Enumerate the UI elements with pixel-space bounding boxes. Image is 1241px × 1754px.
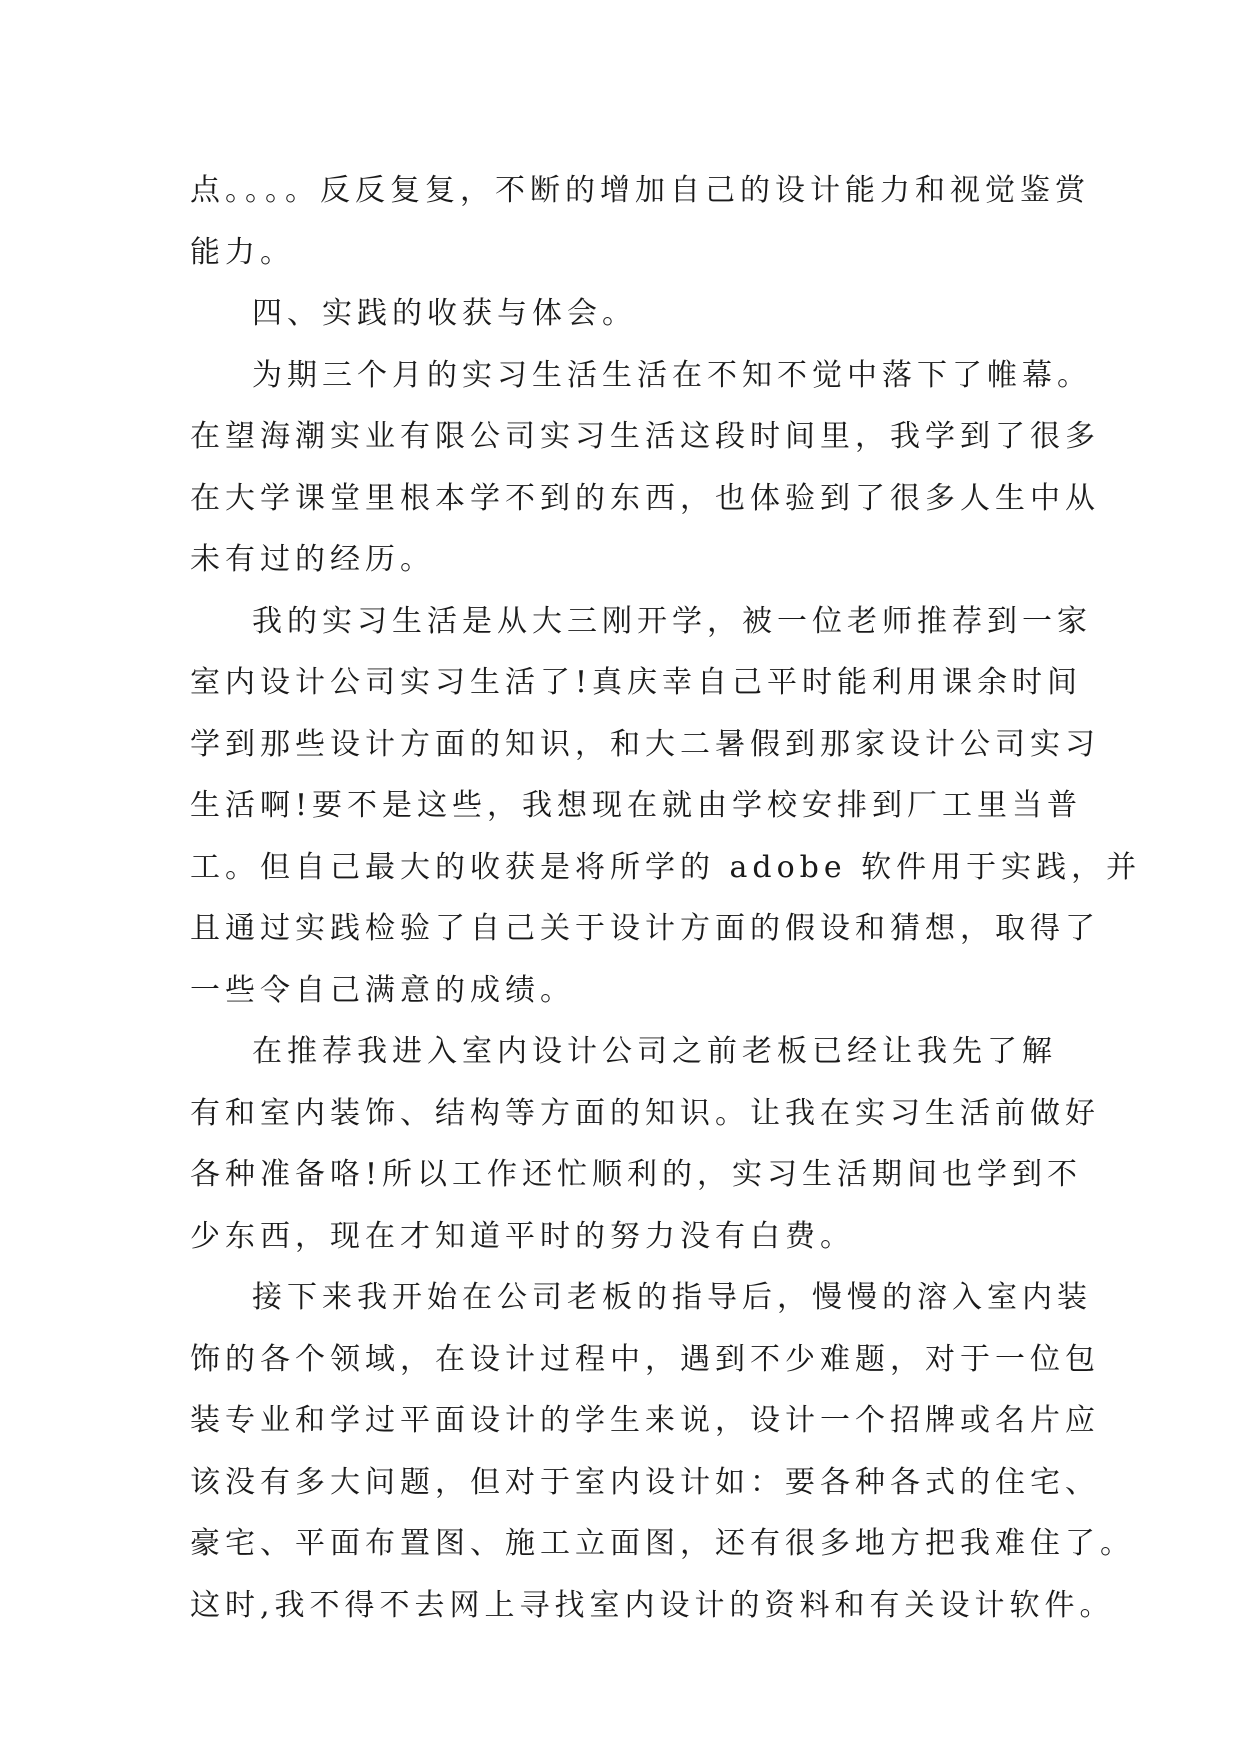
text-line: 学到那些设计方面的知识，和大二暑假到那家设计公司实习 [190, 726, 1100, 762]
text-line: 饰的各个领域，在设计过程中，遇到不少难题，对于一位包 [190, 1341, 1100, 1377]
text-line: 在望海潮实业有限公司实习生活这段时间里，我学到了很多 [190, 419, 1100, 454]
text-line: 这时,我不得不去网上寻找室内设计的资料和有关设计软件。 [190, 1587, 1115, 1623]
paragraph-start: 我的实习生活是从大三刚开学，被一位老师推荐到一家 [252, 603, 1092, 639]
text-line: 生活啊!要不是这些，我想现在就由学校安排到厂工里当普 [190, 788, 1083, 823]
text-line: 一些令自己满意的成绩。 [190, 972, 575, 1008]
paragraph-start: 接下来我开始在公司老板的指导后，慢慢的溶入室内装 [252, 1280, 1092, 1315]
text-line: 该没有多大问题，但对于室内设计如：要各种各式的住宅、 [190, 1464, 1100, 1500]
text-line: 且通过实践检验了自己关于设计方面的假设和猜想，取得了 [190, 911, 1100, 946]
text-line: 装专业和学过平面设计的学生来说，设计一个招牌或名片应 [190, 1403, 1100, 1438]
text-line: 有和室内装饰、结构等方面的知识。让我在实习生活前做好 [190, 1095, 1100, 1131]
body-text [190, 160, 1142, 1636]
text-line: 未有过的经历。 [190, 542, 435, 577]
section-heading: 四、实践的收获与体会。 [252, 296, 637, 331]
text-line: 能力。 [190, 234, 295, 270]
text-line: 豪宅、平面布置图、施工立面图，还有很多地方把我难住了。 [190, 1526, 1135, 1561]
text-line: 工。但自己最大的收获是将所学的 adobe 软件用于实践，并 [190, 849, 1142, 885]
text-line: 室内设计公司实习生活了!真庆幸自己平时能利用课余时间 [190, 665, 1083, 700]
paragraph-start: 在推荐我进入室内设计公司之前老板已经让我先了解 [252, 1034, 1057, 1069]
paragraph-start: 为期三个月的实习生活生活在不知不觉中落下了帷幕。 [252, 357, 1092, 393]
text-line: 各种准备咯!所以工作还忙顺利的，实习生活期间也学到不 [190, 1157, 1083, 1192]
text-line: 点。。。。反反复复，不断的增加自己的设计能力和视觉鉴赏 [190, 173, 1090, 208]
text-line: 在大学课堂里根本学不到的东西，也体验到了很多人生中从 [190, 480, 1100, 516]
text-line: 少东西，现在才知道平时的努力没有白费。 [190, 1218, 855, 1254]
